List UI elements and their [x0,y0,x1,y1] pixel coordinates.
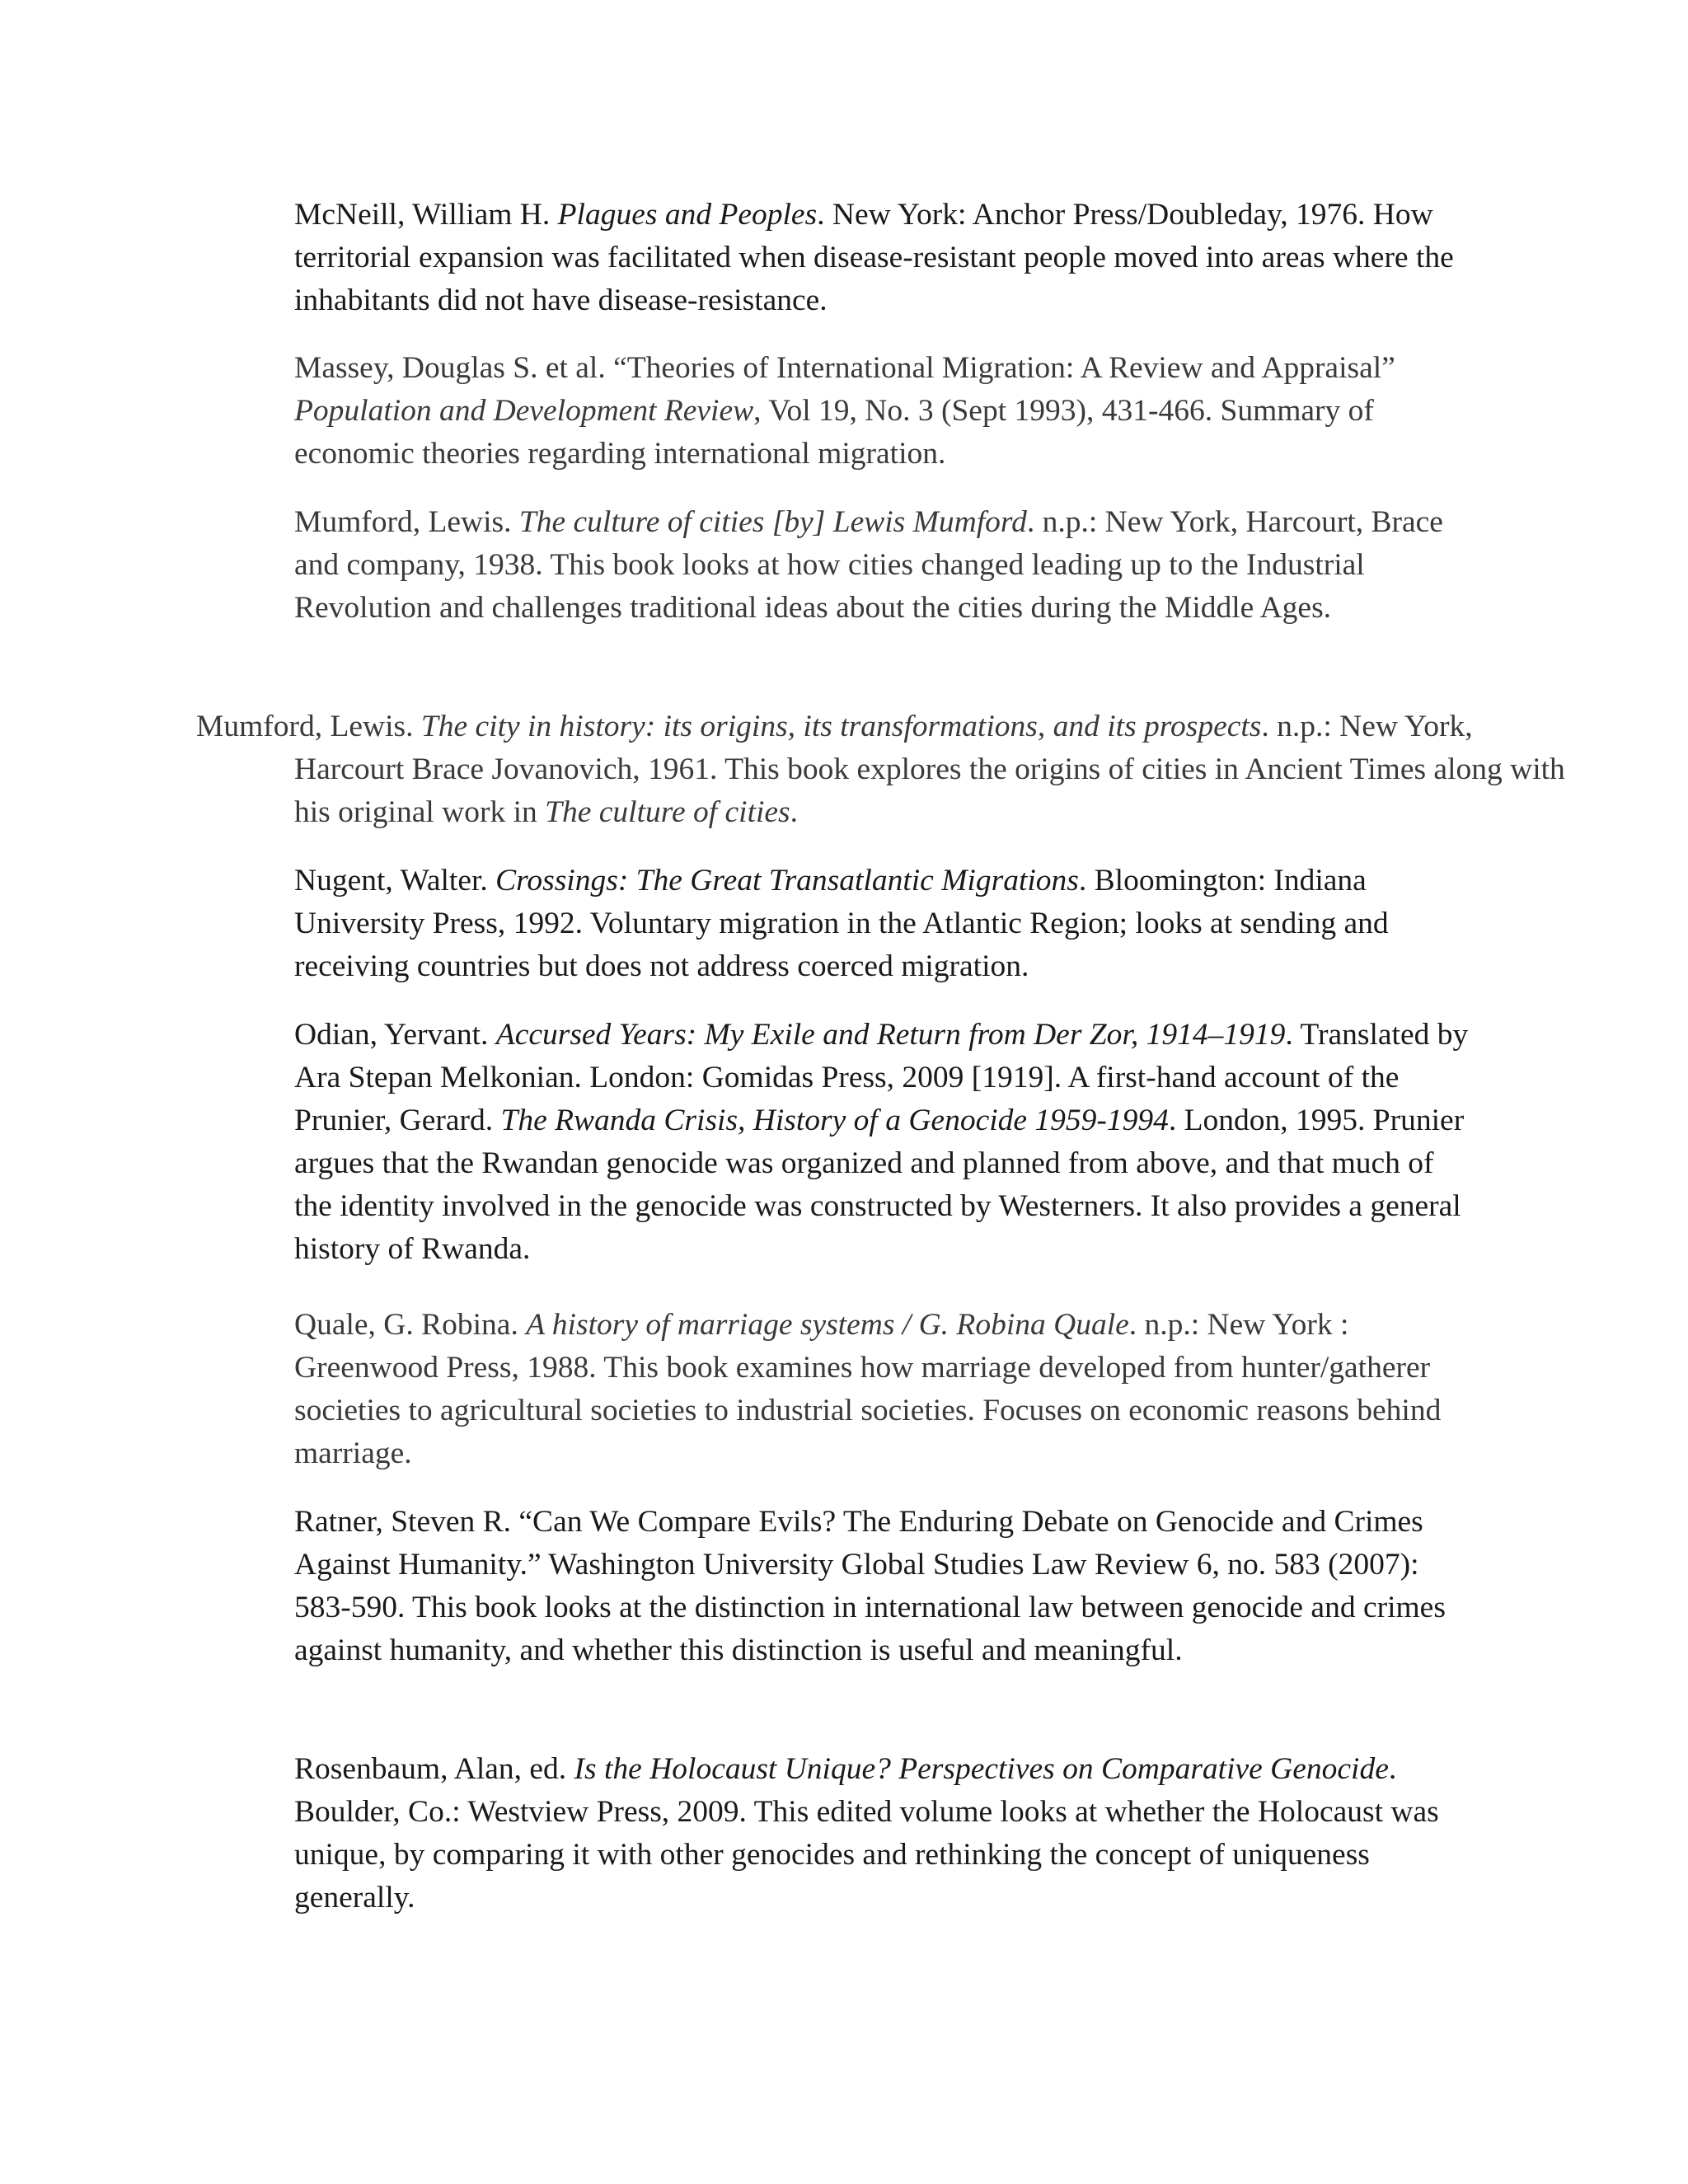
entry-author: Ratner, Steven R. [294,1505,512,1539]
entry-author: Odian, Yervant. [294,1018,489,1052]
bibliography-entry-mumford-culture [294,501,1473,630]
entry-title: A history of marriage systems / G. Robina Quale [526,1308,1129,1342]
bibliography-entry-mcneill [294,194,1473,322]
entry-cited-title: The Rwanda Crisis, History of a Genocide 1959-1994 [500,1104,1169,1137]
entry-cited-title: The culture of cities [545,795,790,829]
bibliography-entry-nugent [294,860,1473,988]
entry-title: Plagues and Peoples [557,198,818,232]
entry-title: The culture of cities [by] Lewis Mumford [518,505,1027,539]
entry-annotation-end: . London, 1995. Prunier argues that the Rwandan genocide was organized and planned from above, and that much of the identity involved in the genocide was constructed by Westerners. It also provides a general history of Rwanda. [294,1104,1465,1266]
bibliography-entry-massey [294,347,1473,476]
entry-annotation: . New York: Anchor Press/Doubleday, 1976. How territorial expansion was facilitated when disease-resistant people moved into areas where the inhabitants did not have disease-resistance. [294,198,1454,317]
entry-title: The city in history: its origins, its transformations, and its prospects [420,710,1262,743]
entry-author: Rosenbaum, Alan, ed. [294,1752,567,1786]
bibliography-entry-rosenbaum [294,1748,1473,1919]
entry-annotation: , Vol 19, No. 3 (Sept 1993), 431-466. Summary of economic theories regarding international migration. [294,394,1374,471]
bibliography-entry-odian-prunier [294,1014,1473,1271]
entry-annotation: “Can We Compare Evils? The Enduring Debate on Genocide and Crimes Against Humanity.” Washington University Global Studies Law Review 6, no. 583 (2007): 583-590. This book looks at the distinction in international law between genocide and crimes against humanity, and whether this distinction is useful and meaningful. [294,1505,1446,1667]
entry-author: Mumford, Lewis. [196,710,414,743]
entry-annotation: . Boulder, Co.: Westview Press, 2009. This edited volume looks at whether the Holocaust was unique, by comparing it with other genocides and rethinking the concept of uniqueness generally. [294,1752,1439,1915]
entry-annotation: . Translated by Ara Stepan Melkonian. London: Gomidas Press, 2009 [1919]. A first-hand account of the Prunier, Gerard. [294,1018,1469,1137]
bibliography-entry-mumford-city [196,705,1573,834]
bibliography-entry-ratner [294,1501,1473,1672]
entry-author: Mumford, Lewis. [294,505,512,539]
entry-title: Is the Holocaust Unique? Perspectives on Comparative Genocide [574,1752,1389,1786]
entry-title: Accursed Years: My Exile and Return from Der Zor, 1914–1919 [495,1018,1286,1052]
entry-title: Crossings: The Great Transatlantic Migrations [495,864,1079,898]
entry-annotation-end: . [790,795,799,829]
bibliography-entry-quale [294,1304,1473,1475]
entry-annotation: . n.p.: New York, Harcourt, Brace and company, 1938. This book looks at how cities changed leading up to the Industrial Revolution and challenges traditional ideas about the cities during the Middle Ages. [294,505,1443,625]
entry-author: Massey, Douglas S. et al. “Theories of International Migration: A Review and Appraisal” [294,351,1395,385]
entry-author: McNeill, William H. [294,198,551,232]
entry-author: Quale, G. Robina. [294,1308,518,1342]
entry-annotation: . n.p.: New York : Greenwood Press, 1988. This book examines how marriage developed from hunter/gatherer societies to agricultural societies to industrial societies. Focuses on economic reasons behind marriage. [294,1308,1442,1470]
entry-author: Nugent, Walter. [294,864,488,898]
entry-annotation: . Bloomington: Indiana University Press, 1992. Voluntary migration in the Atlantic Region; looks at sending and receiving countries but does not address coerced migration. [294,864,1389,983]
entry-title: Population and Development Review [294,394,754,428]
entry-annotation: . n.p.: New York, Harcourt Brace Jovanovich, 1961. This book explores the origins of cities in Ancient Times along with his original work in [294,710,1565,829]
